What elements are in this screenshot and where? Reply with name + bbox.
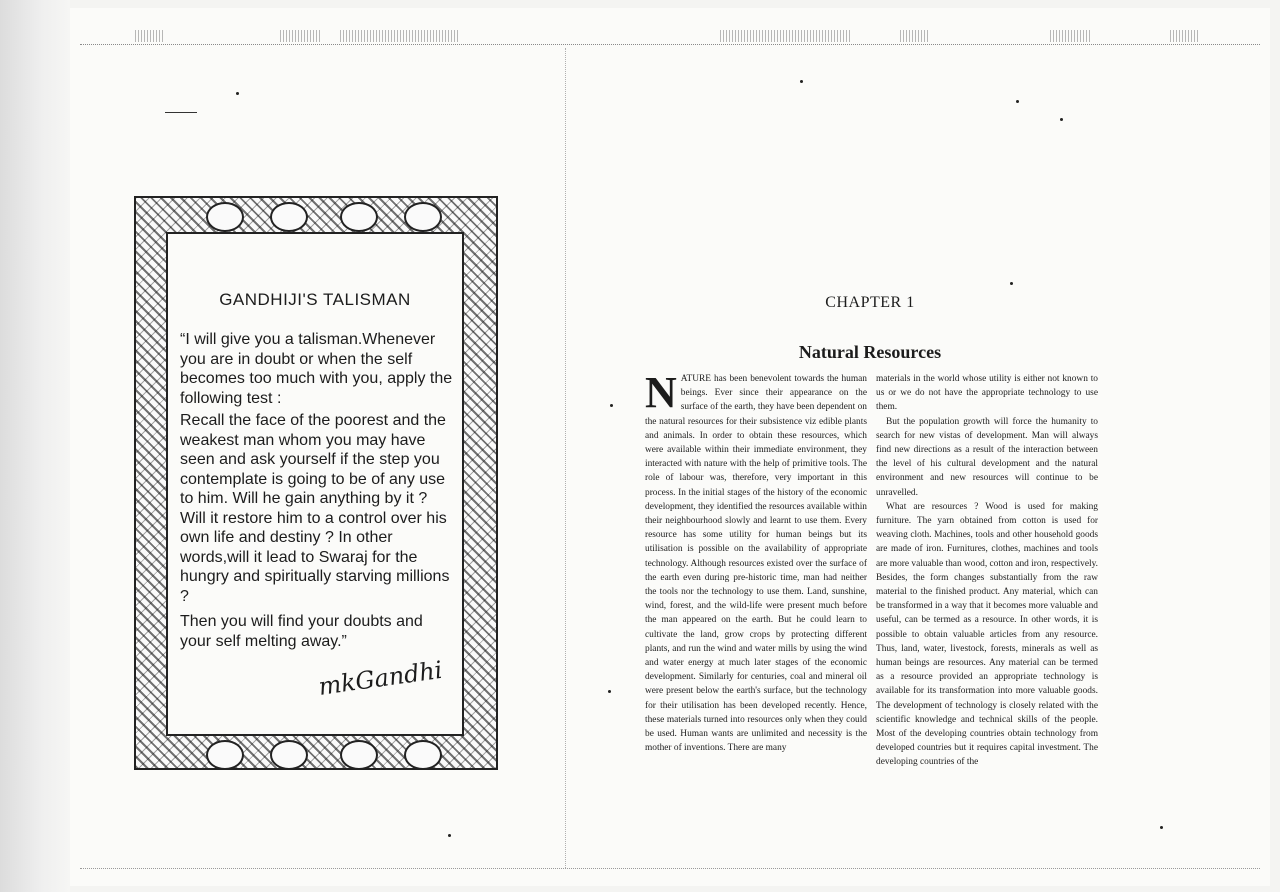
talisman-paragraph: Then you will find your doubts and your self melting away.” — [180, 613, 423, 650]
scan-speck — [1160, 826, 1163, 829]
page-fold — [565, 48, 566, 868]
scan-noise-bottom — [80, 868, 1260, 871]
scan-speck — [1060, 118, 1063, 121]
scan-speck — [1016, 100, 1019, 103]
talisman-paragraph: “I will give you a talisman.Whenever you are in doubt or when the self becomes too much with you, apply the following test : — [180, 331, 453, 407]
talisman-text — [180, 330, 456, 657]
spinning-wheel-icon — [270, 740, 308, 770]
paragraph: ATURE has been benevolent towards the human beings. Ever since their appearance on the surface of the earth, they have been dependent on the natural resources for their subsistence viz edible plants and animals. In order to obtain these resources, which were available within their immediate environment, they interacted with nature with the help of primitive tools. The role of labour was, therefore, very important in this process. In the initial stages of the history of the economic development, they identified the resources available within their neighbourhood slowly and learnt to use them. Every resource has some utility for human beings but its utilisation is possible on the availability of appropriate technology. Although resources existed over the surface of the earth even during pre-historic time, man had neither the tools nor the technology to use them. Land, sunshine, wind, forest, and the wild-life were present much before the man appeared on the earth. But he could learn to cultivate the land, grow crops by protecting different plants, and run the wind and water mills by using the wind and water energy at much later stages of the economic development. Similarly for centuries, coal and mineral oil were present below the earth's surface, but the technology for their utilisation has been developed recently. Hence, these materials turned into resources only when they could be used. Human wants are unlimited and necessity is the mother of inventions. There are many — [645, 374, 867, 754]
text-column-left — [645, 368, 867, 755]
chapter-label: CHAPTER 1 — [825, 294, 915, 311]
dash-mark — [165, 112, 197, 113]
scan-speck — [236, 92, 239, 95]
scan-shadow — [0, 0, 70, 892]
text-column-right — [876, 372, 1098, 770]
gandhi-signature: mkGandhi — [316, 655, 445, 701]
talisman-title: GANDHIJI'S TALISMAN — [219, 290, 411, 309]
spinning-wheel-icon — [206, 740, 244, 770]
spinning-wheel-icon — [340, 740, 378, 770]
paragraph: What are resources ? Wood is used for making furniture. The yarn obtained from cotton is used for weaving cloth. Machines, tools and other household goods are made of iron. Furnitures, clothes, machines and tools are more valuable than wood, cotton and iron, respectively. Besides, the form changes substantially from the raw material to the finished product. Any material, which can be transformed in a way that it becomes more valuable and useful, can be termed as a resource. In other words, it is possible to obtain valuable articles from any resource. Thus, land, water, livestock, forests, minerals as well as human beings are resources. Any material can be termed as a resource provided an appropriate technology is available for its transformation into more valuable goods. The development of technology is closely related with the scientific knowledge and technical skills of the people. Most of the developing countries obtain technology from developed countries but it requires capital investment. The developing countries of the — [876, 501, 1098, 768]
paragraph: But the population growth will force the humanity to search for new vistas of development. Man will always find new directions as a result of the interaction between the level of his cultural development and the natural environment and new resources will continue to be unravelled. — [876, 416, 1098, 498]
spinning-wheel-icon — [404, 740, 442, 770]
scan-speck — [448, 834, 451, 837]
scan-speck — [608, 690, 611, 693]
spinning-wheel-icon — [206, 202, 244, 232]
chapter-title: Natural Resources — [798, 342, 942, 362]
spinning-wheel-icon — [340, 202, 378, 232]
scan-noise-top — [80, 30, 1260, 45]
spinning-wheel-icon — [270, 202, 308, 232]
scan-speck — [800, 80, 803, 83]
paragraph: materials in the world whose utility is either not known to us or we do not have the appropriate technology to use them. — [876, 374, 1098, 413]
talisman-paragraph: Recall the face of the poorest and the weakest man whom you may have seen and ask yourself if the step you contemplate is going to be of any use to him. Will he gain anything by it ? Will it restore him to a control over his own life and destiny ? In other words,will it lead to Swaraj for the hungry and spiritually starving millions ? — [180, 412, 450, 605]
drop-cap: N — [645, 368, 677, 417]
scan-speck — [610, 404, 613, 407]
scan-speck — [1010, 282, 1013, 285]
spinning-wheel-icon — [404, 202, 442, 232]
